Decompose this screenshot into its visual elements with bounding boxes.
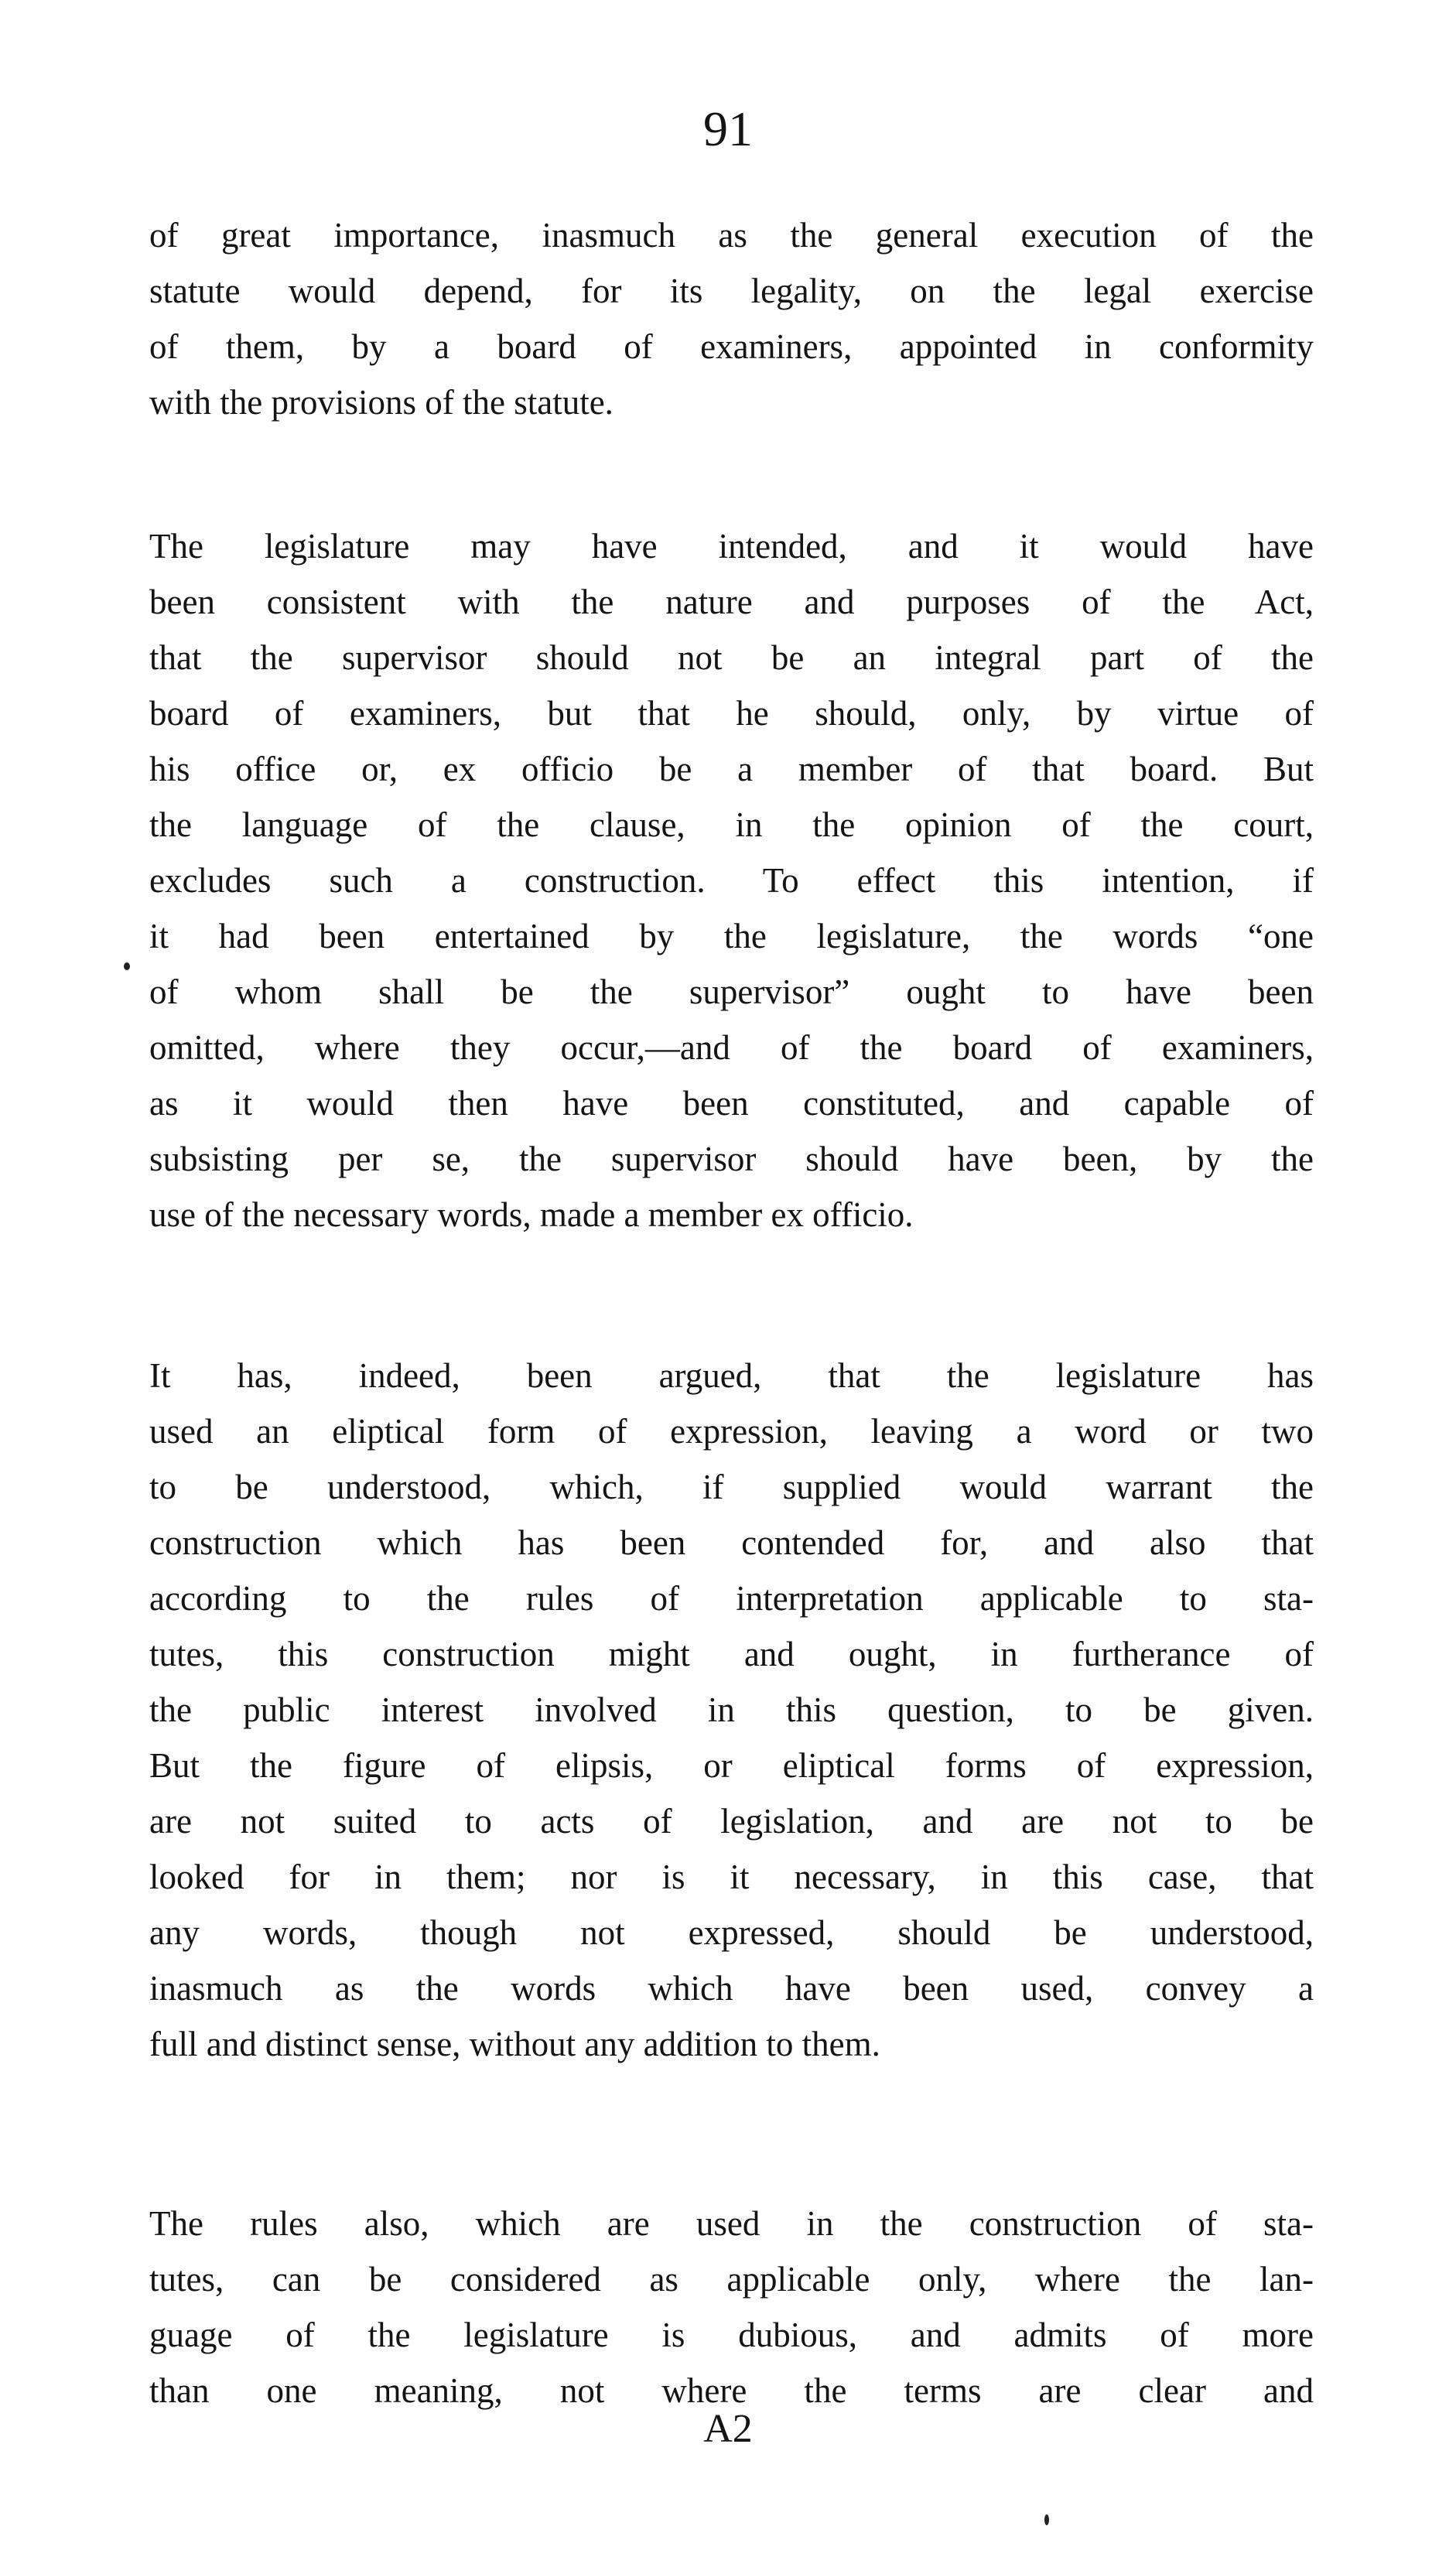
paragraph-4 (149, 2196, 1314, 2418)
text-line: tutes, can be considered as applicable only, where the lan- (149, 2260, 1314, 2299)
text-line: omitted, where they occur,—and of the board of examiners, (149, 1028, 1314, 1067)
text-line: the language of the clause, in the opinion of the court, (149, 805, 1314, 844)
text-line: construction which has been contended for, and also that (149, 1523, 1314, 1562)
text-line: as it would then have been constituted, and capable of (149, 1084, 1314, 1123)
paragraph-3 (149, 1348, 1314, 2072)
text-line: the public interest involved in this question, to be given. (149, 1690, 1314, 1729)
text-line: inasmuch as the words which have been used, convey a (149, 1969, 1314, 2008)
text-line: been consistent with the nature and purposes of the Act, (149, 583, 1314, 621)
text-line: The legislature may have intended, and it would have (149, 527, 1314, 566)
text-line: of them, by a board of examiners, appointed in conformity (149, 327, 1314, 366)
text-line: looked for in them; nor is it necessary, in this case, that (149, 1858, 1314, 1896)
text-line: are not suited to acts of legislation, and are not to be (149, 1802, 1314, 1841)
text-line: excludes such a construction. To effect this intention, if (149, 861, 1314, 900)
paragraph-1 (149, 207, 1314, 430)
text-line: than one meaning, not where the terms are clear and (149, 2371, 1314, 2410)
ink-speck (1044, 2514, 1049, 2525)
ink-speck (124, 962, 130, 970)
page-number: 91 (703, 101, 753, 156)
text-line: of great importance, inasmuch as the general execution of the (149, 216, 1314, 255)
text-line: subsisting per se, the supervisor should have been, by the (149, 1140, 1314, 1178)
text-line: But the figure of elipsis, or eliptical forms of expression, (149, 1746, 1314, 1785)
text-line: used an eliptical form of expression, leaving a word or two (149, 1412, 1314, 1451)
text-line: tutes, this construction might and ought, in furtherance of (149, 1635, 1314, 1673)
text-line: that the supervisor should not be an integral part of the (149, 638, 1314, 677)
text-line: his office or, ex officio be a member of that board. But (149, 750, 1314, 788)
signature-mark: A2 (703, 2407, 753, 2451)
text-line: It has, indeed, been argued, that the legislature has (149, 1356, 1314, 1395)
text-line: of whom shall be the supervisor” ought to have been (149, 972, 1314, 1011)
text-line: to be understood, which, if supplied would warrant the (149, 1468, 1314, 1506)
text-line: statute would depend, for its legality, on the legal exercise (149, 272, 1314, 310)
text-line: guage of the legislature is dubious, and admits of more (149, 2316, 1314, 2354)
text-line: use of the necessary words, made a member ex officio. (149, 1195, 914, 1234)
text-line: The rules also, which are used in the construction of sta- (149, 2204, 1314, 2243)
text-line: according to the rules of interpretation applicable to sta- (149, 1579, 1314, 1618)
text-line: it had been entertained by the legislature, the words “one (149, 917, 1314, 955)
text-line: full and distinct sense, without any addition to them. (149, 2025, 880, 2063)
text-line: board of examiners, but that he should, only, by virtue of (149, 694, 1314, 733)
text-line: any words, though not expressed, should be understood, (149, 1913, 1314, 1952)
paragraph-2 (149, 518, 1314, 1243)
text-line: with the provisions of the statute. (149, 383, 614, 422)
